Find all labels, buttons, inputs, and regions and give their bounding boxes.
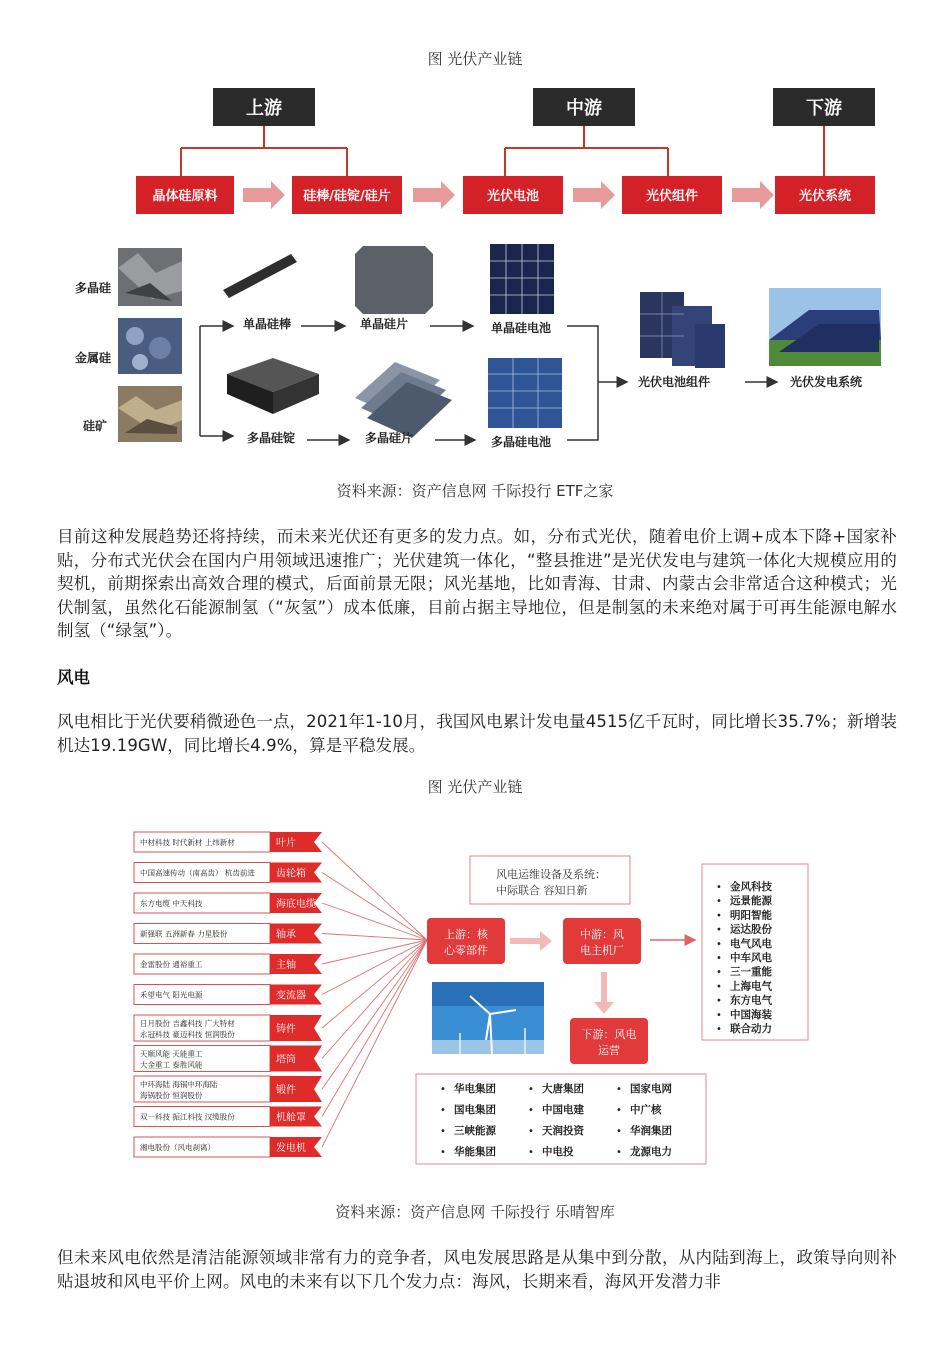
- operator-item: 国电集团: [454, 1104, 496, 1116]
- figure1-source: 资料来源：资产信息网 千际投行 ETF之家: [336, 482, 614, 500]
- operator-item: 天润投资: [542, 1125, 584, 1137]
- chain-box-module: [622, 176, 722, 214]
- operator-bullet: •: [616, 1147, 622, 1158]
- poly-ingot-image: [227, 358, 319, 414]
- operator-item: 中国电建: [542, 1104, 584, 1116]
- poly-label-cell: 多晶硅电池: [491, 435, 552, 449]
- svg-text:光伏系统: 光伏系统: [798, 189, 852, 204]
- mono-label-cell: 单晶硅电池: [491, 321, 552, 335]
- component-part: 变流器: [276, 990, 306, 1002]
- chain-box-cell: [463, 176, 563, 214]
- maker-item: 明阳智能: [730, 909, 772, 922]
- svg-text:光伏组件: 光伏组件: [645, 189, 699, 204]
- component-row: [134, 1107, 322, 1127]
- component-row: [134, 954, 322, 974]
- component-row: [134, 1137, 322, 1157]
- wind-chain-figure: [130, 828, 820, 1180]
- maker-item: 远景能源: [730, 895, 772, 908]
- stage-downstream: [773, 88, 875, 126]
- component-part: 轴承: [276, 929, 296, 941]
- component-companies: 大金重工 泰胜风能: [140, 1060, 203, 1070]
- svg-text:中际联合 容知日新: 中际联合 容知日新: [496, 884, 588, 897]
- component-companies: 东方电缆 中天科技: [140, 899, 203, 908]
- component-companies: 金雷股份 通裕重工: [140, 960, 203, 969]
- svg-text:下游：风电: 下游：风电: [581, 1028, 637, 1041]
- component-list: [134, 832, 322, 1157]
- component-row: [134, 1076, 322, 1102]
- upstream-box: [427, 918, 505, 964]
- pv-system-image: [769, 288, 881, 366]
- raw-label-silica-ore: 硅矿: [83, 419, 108, 433]
- component-row: [134, 893, 322, 913]
- stage-midstream: [533, 88, 635, 126]
- raw-polysilicon-image: [118, 248, 182, 306]
- fan-line: [322, 940, 427, 1059]
- component-companies: 新强联 五洲新春 力星股份: [140, 929, 228, 939]
- operator-bullet: •: [616, 1105, 622, 1116]
- merge-bracket: [567, 326, 627, 440]
- svg-text:中游: 中游: [566, 98, 602, 119]
- upstream-line1: 上游：核: [444, 928, 488, 941]
- operator-item: 中电投: [542, 1146, 574, 1158]
- component-row: [134, 924, 322, 944]
- fan-line: [322, 940, 427, 964]
- maker-item: 三一重能: [730, 966, 772, 979]
- component-part: 主轴: [276, 960, 296, 971]
- operator-bullet: •: [440, 1105, 446, 1116]
- component-companies: 中国高速传动（南高齿） 杭齿前进: [140, 868, 255, 878]
- operator-bullet: •: [616, 1126, 622, 1137]
- maker-bullet: •: [716, 910, 722, 922]
- poly-label-wafer: 多晶硅片: [365, 431, 414, 445]
- component-fan-lines: [322, 842, 427, 1147]
- stage-upstream: [213, 88, 315, 126]
- poly-cell-image: [488, 358, 562, 428]
- paragraph-pv-outlook: 目前这种发展趋势还将持续，而未来光伏还有更多的发力点。如，分布式光伏，随着电价上调+成本下降+国家补贴，分布式光伏会在国内户用领域迅速推广；光伏建筑一体化，“整县推进”是光伏发电与建筑一体化大规模应用的契机，前期探索出高效合理的模式，后面前景无限；风光基地，比如青海、甘肃、内蒙古会非常适合这种模式；光伏制氢，虽然化石能源制氢（“灰氢”）成本低廉，目前占据主导地位，但是制氢的未来绝对属于可再生能源电解水制氢（“绿氢”）。: [57, 527, 897, 640]
- operator-bullet: •: [616, 1084, 622, 1095]
- component-part: 齿轮箱: [276, 868, 306, 880]
- svg-text:下游: 下游: [806, 98, 842, 119]
- module-label: 光伏电池组件: [638, 375, 711, 389]
- mono-ingot-image: [223, 254, 297, 298]
- pv-chain-figure: [55, 78, 900, 458]
- downstream-box: [570, 1018, 648, 1064]
- figure2-source: 资料来源：资产信息网 千际投行 乐晴智库: [335, 1203, 615, 1221]
- component-companies: 天顺风能 天能重工: [140, 1049, 203, 1059]
- svg-text:电主机厂: 电主机厂: [580, 944, 624, 957]
- chain-box-crystal-silicon: [136, 176, 234, 214]
- component-companies: 永冠科技 豪迈科技 恒润股份: [140, 1030, 235, 1039]
- maker-item: 电气风电: [730, 937, 772, 950]
- maker-item: 运达股份: [730, 923, 772, 936]
- component-companies: 禾望电气 阳光电源: [140, 990, 203, 1000]
- svg-text:上游: 上游: [246, 98, 282, 119]
- maker-bullet: •: [716, 938, 722, 950]
- pv-module-image: [640, 292, 725, 368]
- operator-item: 中广核: [630, 1104, 662, 1116]
- maker-bullet: •: [716, 953, 722, 964]
- component-row: [134, 832, 322, 852]
- mono-label-ingot: 单晶硅棒: [243, 317, 292, 331]
- maker-bullet: •: [716, 967, 722, 979]
- maker-item: 中国海装: [730, 1008, 772, 1021]
- paragraph-wind-stats: 风电相比于光伏要稍微逊色一点，2021年1-10月，我国风电累计发电量4515亿千瓦时，同比增长35.7%；新增装机达19.19GW，同比增长4.9%，算是平稳发展。: [57, 712, 897, 755]
- component-companies: 双一科技 振江科技 汉缆股份: [140, 1112, 235, 1122]
- midstream-box: [563, 918, 641, 964]
- maker-bullet: •: [716, 995, 722, 1007]
- svg-text:中游：风: 中游：风: [580, 928, 624, 941]
- maker-item: 上海电气: [730, 980, 772, 993]
- fan-line: [322, 940, 427, 1117]
- fan-line: [322, 842, 427, 940]
- svg-text:光伏电池: 光伏电池: [486, 189, 540, 204]
- paragraph-wind-future: 但未来风电依然是清洁能源领域非常有力的竞争者，风电发展思路是从集中到分散，从内陆到海上，政策导向则补贴退坡和风电平价上网。风电的未来有以下几个发力点：海风，长期来看，海风开发潜力非: [57, 1248, 897, 1291]
- maker-bullet: •: [716, 882, 722, 893]
- operator-bullet: •: [528, 1105, 534, 1116]
- component-part: 发电机: [276, 1143, 306, 1154]
- poly-wafer-image: [355, 362, 452, 438]
- component-companies: 中环海陆 海锅中环海陆: [140, 1080, 218, 1089]
- component-part: 机舱罩: [276, 1112, 306, 1124]
- operator-bullet: •: [440, 1084, 446, 1095]
- component-companies: 湘电股份（风电刹离）: [140, 1143, 215, 1152]
- mono-cell-image: [490, 244, 554, 314]
- operator-bullet: •: [528, 1126, 534, 1137]
- upstream-line2: 心零部件: [444, 944, 488, 957]
- component-part: 叶片: [276, 838, 296, 849]
- component-companies: 日月股份 吉鑫科技 广大特材: [140, 1019, 235, 1028]
- maker-bullet: •: [716, 924, 722, 936]
- arrow-mid-to-down: [594, 972, 614, 1014]
- maker-item: 金风科技: [730, 881, 772, 893]
- poly-label-ingot: 多晶硅锭: [247, 431, 296, 445]
- operator-bullet: •: [528, 1084, 534, 1095]
- operator-item: 三峡能源: [454, 1125, 496, 1137]
- component-row: [134, 863, 322, 883]
- wind-turbine-image: [432, 982, 544, 1054]
- ops-note-box: [470, 856, 630, 904]
- maker-item: 东方电气: [730, 994, 772, 1007]
- maker-item: 中车风电: [730, 952, 772, 964]
- component-row: [134, 1046, 322, 1072]
- fan-line: [322, 940, 427, 1147]
- maker-bullet: •: [716, 981, 722, 993]
- operator-bullet: •: [528, 1147, 534, 1158]
- operator-item: 华能集团: [454, 1146, 496, 1158]
- operator-item: 大唐集团: [542, 1083, 584, 1095]
- operator-item: 华电集团: [454, 1083, 496, 1095]
- section-heading-wind: 风电: [57, 668, 90, 687]
- svg-text:硅棒/硅锭/硅片: 硅棒/硅锭/硅片: [303, 189, 391, 204]
- arrow-up-to-mid: [510, 931, 552, 951]
- component-row: [134, 1015, 322, 1041]
- operator-item: 国家电网: [630, 1083, 672, 1095]
- operator-bullet: •: [440, 1126, 446, 1137]
- maker-bullet: •: [716, 1024, 722, 1035]
- figure2-caption: 图 光伏产业链: [427, 778, 523, 796]
- system-label: 光伏发电系统: [790, 375, 863, 389]
- svg-text:运营: 运营: [598, 1044, 620, 1057]
- maker-bullet: •: [716, 896, 722, 908]
- raw-silica-ore-image: [118, 386, 182, 442]
- raw-label-metal-silicon: 金属硅: [75, 351, 112, 365]
- svg-text:晶体硅原料: 晶体硅原料: [152, 189, 218, 204]
- stage-connectors: [181, 126, 824, 176]
- figure1-caption: 图 光伏产业链: [427, 50, 523, 68]
- maker-item: 联合动力: [730, 1023, 772, 1035]
- fan-line: [322, 873, 427, 941]
- component-companies: 中材科技 时代新材 上纬新材: [140, 838, 235, 847]
- component-part: 塔筒: [276, 1054, 296, 1066]
- component-row: [134, 985, 322, 1005]
- component-part: 铸件: [276, 1024, 296, 1035]
- component-part: 锻件: [276, 1085, 296, 1096]
- chain-box-system: [775, 176, 875, 214]
- operator-item: 龙源电力: [630, 1146, 672, 1158]
- operator-item: 华润集团: [630, 1125, 672, 1137]
- component-part: 海底电缆: [276, 899, 316, 910]
- raw-label-polysilicon: 多晶硅: [75, 281, 112, 295]
- component-companies: 海锅股份 恒润股份: [140, 1091, 203, 1100]
- chain-box-wafer: [292, 176, 402, 214]
- svg-text:风电运维设备及系统：: 风电运维设备及系统：: [496, 868, 606, 881]
- mono-wafer-image: [355, 246, 433, 314]
- operator-bullet: •: [440, 1147, 446, 1158]
- mono-label-wafer: 单晶硅片: [360, 317, 409, 331]
- raw-metal-silicon-image: [118, 318, 182, 374]
- maker-bullet: •: [716, 1009, 722, 1021]
